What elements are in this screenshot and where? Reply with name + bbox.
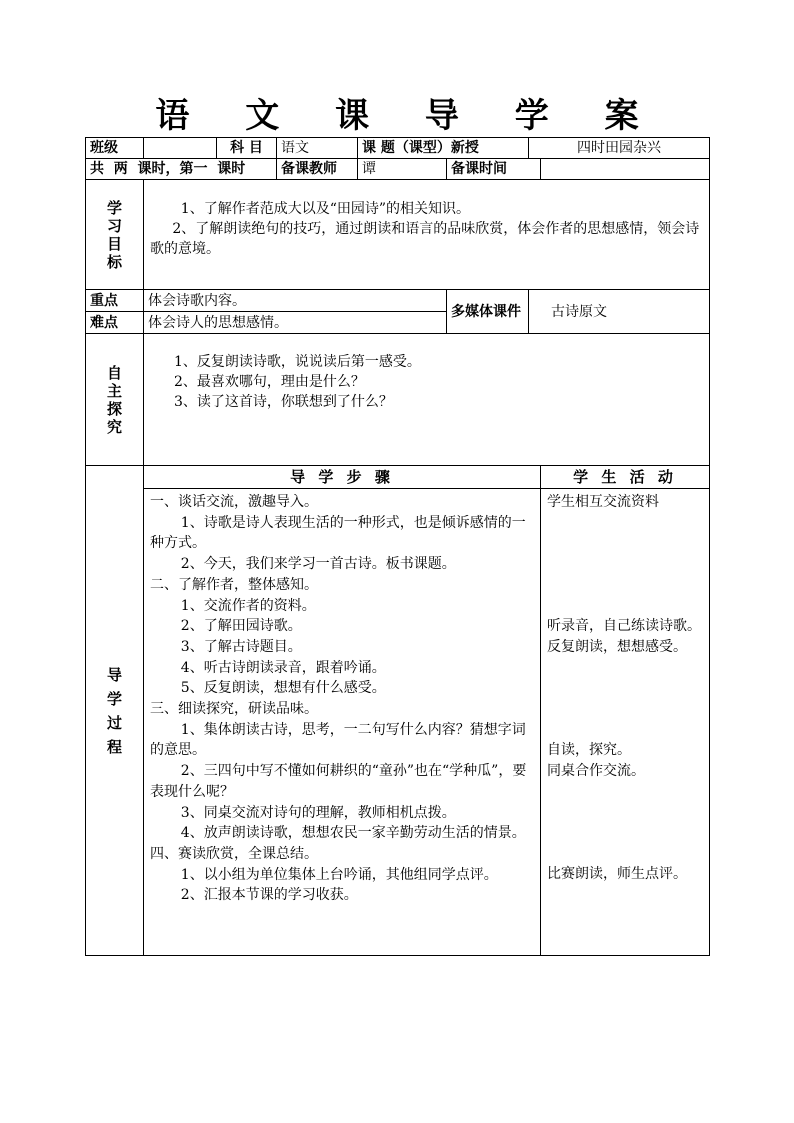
step-item: 1、诗歌是诗人表现生活的一种形式，也是倾诉感情的一种方式。	[150, 514, 526, 552]
media-label: 多媒体课件	[447, 290, 529, 334]
step-item: 2、了解田园诗歌。	[180, 618, 302, 635]
explore-row	[86, 334, 710, 466]
activity-header: 学 生 活 动	[541, 466, 710, 489]
activity-item: 比赛朗读，师生点评。	[547, 866, 687, 882]
goal-item: 2、了解朗读绝句的技巧，通过朗读和语言的品味欣赏，体会作者的思想感情，领会诗歌的意境。	[150, 220, 700, 257]
step-item: 1、交流作者的资料。	[180, 597, 316, 614]
header-row-2	[86, 159, 710, 180]
key-label: 重点	[86, 290, 144, 312]
time-value	[541, 159, 710, 180]
media-value: 古诗原文	[529, 290, 710, 334]
process-label: 导 学 过 程	[86, 466, 144, 956]
subject-label: 科 目	[217, 138, 277, 159]
step-item: 4、放声朗读诗歌，想想农民一家辛勤劳动生活的情景。	[180, 825, 526, 842]
step-item: 4、听古诗朗读录音，跟着吟诵。	[180, 659, 386, 676]
activity-item: 学生相互交流资料	[547, 494, 659, 510]
lesson-plan-table	[85, 137, 710, 956]
goals-row	[86, 180, 710, 290]
explore-item: 1、反复朗读诗歌，说说读后第一感受。	[174, 354, 421, 370]
key-value: 体会诗歌内容。	[144, 290, 447, 312]
class-value	[144, 138, 217, 159]
hard-label: 难点	[86, 312, 144, 334]
step-item: 1、以小组为单位集体上台吟诵，其他组同学点评。	[180, 866, 498, 883]
step-item: 2、汇报本节课的学习收获。	[180, 887, 358, 904]
subject-value: 语文	[277, 138, 358, 159]
teacher-label: 备课教师	[277, 159, 358, 180]
step-item: 1、集体朗读古诗，思考，一二句写什么内容？猜想字词的意思。	[150, 721, 526, 759]
process-header-row	[86, 466, 710, 489]
goals-content	[144, 180, 710, 290]
step-heading: 二、了解作者，整体感知。	[150, 576, 318, 593]
hard-value: 体会诗人的思想感情。	[144, 312, 447, 334]
step-item: 5、反复朗读，想想有什么感受。	[180, 680, 386, 697]
topic-label: 课 题（课型）新授	[358, 138, 529, 159]
period-text: 共 两 课时，第一 课时	[86, 159, 277, 180]
steps-content	[144, 489, 541, 956]
activity-item: 反复朗读，想想感受。	[547, 639, 687, 655]
teacher-value: 谭	[358, 159, 447, 180]
step-item: 2、今天，我们来学习一首古诗。板书课题。	[180, 556, 456, 573]
explore-content	[144, 334, 710, 466]
activity-item: 自读，探究。	[547, 742, 631, 758]
step-heading: 四、赛读欣赏，全课总结。	[150, 845, 318, 862]
step-heading: 一、谈话交流，激趣导入。	[150, 494, 318, 510]
step-heading: 三、细读探究，研读品味。	[150, 701, 318, 718]
goal-item: 1、了解作者范成大以及“田园诗”的相关知识。	[180, 200, 471, 217]
time-label: 备课时间	[447, 159, 541, 180]
activities-content	[541, 489, 710, 956]
step-item: 3、了解古诗题目。	[180, 638, 302, 655]
page-title: 语 文 课 导 学 案	[155, 96, 661, 136]
explore-label: 自 主 探 究	[86, 334, 144, 466]
header-row-1	[86, 138, 710, 159]
activity-item: 同桌合作交流。	[547, 763, 645, 779]
step-item: 3、同桌交流对诗句的理解，教师相机点拨。	[180, 804, 456, 821]
process-body-row	[86, 489, 710, 956]
goals-label: 学 习 目 标	[86, 180, 144, 290]
class-label: 班级	[86, 138, 144, 159]
steps-header: 导 学 步 骤	[144, 466, 541, 489]
topic-value: 四时田园杂兴	[529, 138, 710, 159]
step-item: 2、三四句中写不懂如何耕织的“童孙”也在“学种瓜”，要表现什么呢？	[150, 763, 527, 800]
focus-row	[86, 290, 710, 312]
activity-item: 听录音，自己练读诗歌。	[547, 618, 701, 634]
explore-item: 2、最喜欢哪句，理由是什么？	[174, 374, 365, 390]
explore-item: 3、读了这首诗，你联想到了什么？	[174, 394, 393, 410]
